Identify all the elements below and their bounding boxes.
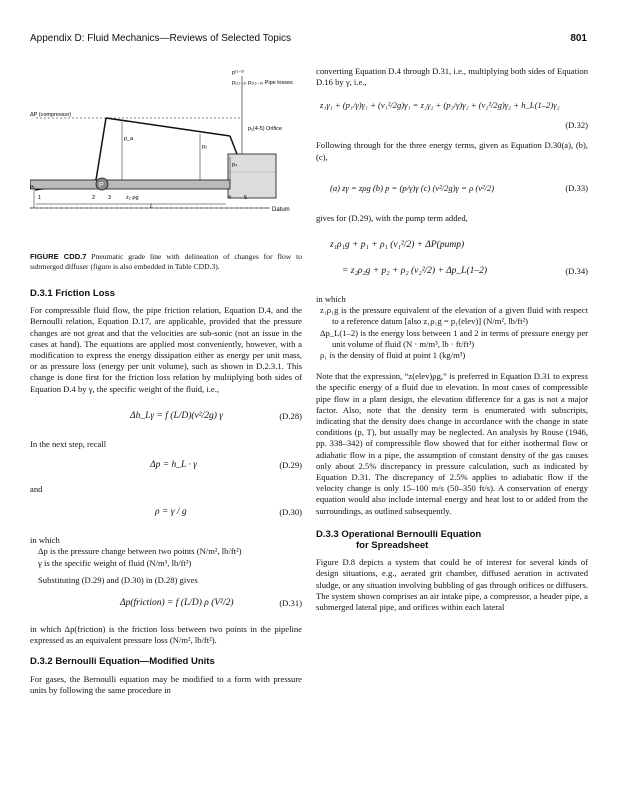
paragraph: In the next step, recall [30,438,107,449]
figure-caption [30,252,302,272]
equation-body: Δh_Lγ = f (L/D)(v²/2g) γ [130,410,224,421]
equation-d32 [316,96,588,134]
paragraph: Following through for the three energy terms, given as Equation D.30(a), (b), (c), [316,140,588,162]
paragraph: For compressible fluid flow, the pipe friction relation, Equation D.4, and the Bernoulli relation, Equation D.17, are applicable, provided that the pressure changes are not great and that the velocities are sub-sonic (not an issue in the cases at hand). The equations are applied most conveniently, however, with a modification to express the energy dissipation either as energy per unit mass, or as pressure loss (energy per unit volume), such as shown in D.2.3.1. This change is done first for the friction loss relation by multiplying both sides of Equation D.4 by γ, the specific weight of the fluid, i.e., [30,305,302,394]
where-item: Δp_L(1–2) is the energy loss between 1 and 2 in terms of pressure energy per unit volume of fluid (N · m/m³, lb · ft/ft³) [320,327,588,349]
caption-text: Pneumatic grade line with delineation of changes for flow to submerged diffuser (figure is also embedded in Table CDD.3). [30,252,302,271]
caption-title: FIGURE CDD.7 [30,252,87,261]
left-column [30,252,302,696]
label-n1: 1 [38,195,42,201]
header-title: Appendix D: Fluid Mechanics—Reviews of Selected Topics [30,33,292,44]
paragraph: For gases, the Bernoulli equation may be modified to a form with pressure units by following the same procedure in [30,673,302,695]
equation-body: (a) zγ = zρg (b) p = (p/γ)γ (c) (v²/2g)γ = ρ (v²/2) [330,182,495,193]
label-pipe-losses: p₁₍₁₋₃₎ p₁₍₃₋₄₎ Pipe losses [232,80,293,86]
paragraph: in which [30,535,60,546]
label-p12: p⁽¹⁻²⁾ [232,70,245,76]
equation-body: z₁γ₁ + (p₁/γ)γ₁ + (v₁²/2g)γ₁ = z₂γ₂ + (p₂/γ)γ₂ + (v₂²/2g)γ₂ + h_L(1–2)γ₂ [320,100,560,111]
datum-label: Datum [272,207,290,213]
equation-body: = z₂ρ₂g + p₂ + ρ₂ (v₂²/2) + Δp_L(1–2) [342,266,488,277]
label-compressor: ΔP (compressor) [30,112,72,118]
equation-number: (D.31) [279,598,302,609]
right-column [316,66,588,613]
section-heading: D.3.2 Bernoulli Equation—Modified Units [30,656,215,668]
equation-body: z₁ρ₁g + p₁ + ρ₁ (v₁²/2) + ΔP(pump) [330,240,465,251]
label-n4: 4 [228,195,232,201]
equation-d29 [30,454,302,484]
label-n5: 5 [244,195,248,201]
equation-d33 [316,177,588,207]
where-item: z₁ρ₁g is the pressure equivalent of the elevation of a given fluid with respect to a reference datum [also z₁ρ₁g = p₁(elev)] (N/m², lb/ft²) [320,305,588,327]
label-p1: p₁ [30,184,35,190]
equation-number: (D.33) [565,182,588,193]
section-heading: D.3.1 Friction Loss [30,288,115,299]
equation-d30 [30,499,302,529]
equation-d34 [316,236,588,290]
label-pa: p_a [124,136,134,142]
equation-number: (D.28) [279,410,302,421]
paragraph: Substituting (D.29) and (D.30) in (D.28) gives [38,574,198,585]
paragraph: gives for (D.29), with the pump term added, [316,212,468,223]
paragraph: converting Equation D.4 through D.31, i.e., multiplying both sides of Equation D.16 by γ, i.e., [316,66,588,88]
equation-d28 [30,405,302,435]
label-n3: 3 [108,195,112,201]
equation-number: (D.34) [565,266,588,277]
label-p2: p₂ [202,144,208,150]
pump-label: P [99,182,104,189]
equation-number: (D.32) [565,120,588,131]
pneumatic-grade-line-figure [30,62,305,222]
paragraph: Note that the expression, “z(elev)ρg,” is preferred in Equation D.31 to express the specific energy of a fluid due to elevation. In most cases of compressible pipe flow in a plant design, the elevation difference for a gas is not a major factor. Also, note that the density term is enumerated with subscripts, indicating that the density does change in accordance with the change in state conditions (p, T), but usually may be neglected. An analysis by Rouse (1946, pp. 338–342) of compressible flow showed that for either isothermal flow or adiabatic flow in a pipe, the assumption of constant density of the gas causes only about 2.5% discrepancy in pressure calculation, such as indicated by Equation D.31. The discrepancy of 2.5% applies to adiabatic flow if the velocity change is only 15–100 m/s (50–350 ft/s). A conservation of energy equation would also include internal energy and heat lost to or added from the surroundings, as outlined subsequently. [316,371,588,516]
paragraph: Figure D.8 depicts a system that could be of interest for several kinds of design situations, e.g., aerated grit chamber, diffused aeration in activated sludge, or any situation involving bubbling of gas through orifices or diffusers. The system shown comprises an air intake pipe, a compressor, a header pipe, a submerged lateral pipe, and orifices within each lateral [316,557,588,613]
equation-body: ρ = γ / g [155,507,187,518]
equation-number: (D.29) [279,460,302,471]
section-heading: for Spreadsheet [356,540,429,552]
where-item: Δp is the pressure change between two points (N/m², lb/ft²) [38,546,242,557]
section-heading: D.3.3 Operational Bernoulli Equation [316,528,482,540]
paragraph: in which Δp(friction) is the friction loss between two points in the pipeline expressed as an equivalent pressure loss (N/m², lb/ft²). [30,624,302,646]
equation-number: (D.30) [279,507,302,518]
equation-d31 [30,590,302,620]
label-L: L [150,204,154,210]
equation-body: Δp(friction) = f (L/D) ρ (V²/2) [120,598,234,609]
label-p3: p₃ [232,162,238,168]
label-orifice: p₁(4-5) Orifice [248,126,282,132]
equation-body: Δp = h_L · γ [150,460,197,471]
label-n2: 2 [92,195,96,201]
where-item: γ is the specific weight of fluid (N/m³, lb/ft³) [38,557,192,568]
page-number: 801 [570,33,587,44]
paragraph: and [30,484,43,495]
where-item: ρ₁ is the density of fluid at point 1 (kg/m³) [320,350,466,361]
label-z2: z₂ ρg [126,195,139,201]
paragraph: in which [316,294,346,305]
